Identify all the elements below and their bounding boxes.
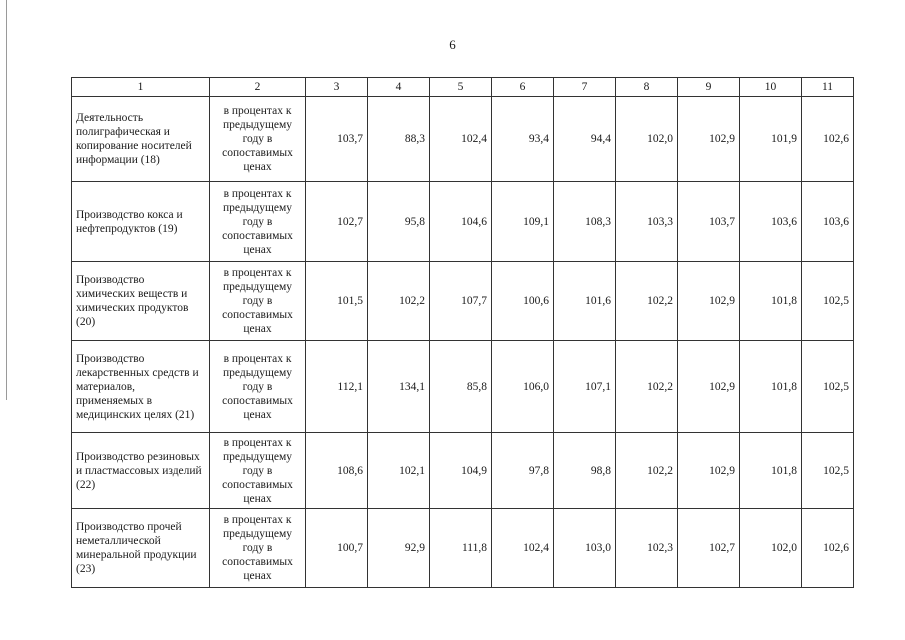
value-cell: 107,1 — [554, 341, 616, 433]
value-cell: 85,8 — [430, 341, 492, 433]
table-row — [72, 97, 854, 182]
value-cell: 111,8 — [430, 509, 492, 588]
unit-cell: в процентах к предыдущему году в сопоставимых ценах — [210, 341, 306, 433]
value-cell: 103,3 — [616, 182, 678, 262]
value-cell: 100,7 — [306, 509, 368, 588]
unit-cell: в процентах к предыдущему году в сопоставимых ценах — [210, 182, 306, 262]
value-cell: 100,6 — [492, 262, 554, 341]
indicator-name: Производство лекарственных средств и материалов, применяемых в медицинских целях (21) — [72, 341, 210, 433]
value-cell: 102,5 — [802, 341, 854, 433]
table-row — [72, 341, 854, 433]
value-cell: 103,7 — [678, 182, 740, 262]
value-cell: 101,5 — [306, 262, 368, 341]
value-cell: 88,3 — [368, 97, 430, 182]
value-cell: 101,8 — [740, 341, 802, 433]
column-number: 1 — [72, 78, 210, 97]
value-cell: 101,9 — [740, 97, 802, 182]
value-cell: 101,6 — [554, 262, 616, 341]
value-cell: 102,5 — [802, 262, 854, 341]
value-cell: 102,1 — [368, 433, 430, 509]
indicator-name: Производство резиновых и пластмассовых изделий (22) — [72, 433, 210, 509]
table-row — [72, 182, 854, 262]
indicator-name: Производство кокса и нефтепродуктов (19) — [72, 182, 210, 262]
value-cell: 95,8 — [368, 182, 430, 262]
value-cell: 102,7 — [678, 509, 740, 588]
value-cell: 102,0 — [616, 97, 678, 182]
value-cell: 106,0 — [492, 341, 554, 433]
value-cell: 102,9 — [678, 433, 740, 509]
indicator-name: Деятельность полиграфическая и копирование носителей информации (18) — [72, 97, 210, 182]
value-cell: 102,7 — [306, 182, 368, 262]
column-number: 4 — [368, 78, 430, 97]
value-cell: 92,9 — [368, 509, 430, 588]
value-cell: 101,8 — [740, 433, 802, 509]
column-number: 5 — [430, 78, 492, 97]
value-cell: 104,9 — [430, 433, 492, 509]
value-cell: 101,8 — [740, 262, 802, 341]
table-row — [72, 262, 854, 341]
value-cell: 102,9 — [678, 97, 740, 182]
value-cell: 108,3 — [554, 182, 616, 262]
unit-cell: в процентах к предыдущему году в сопоставимых ценах — [210, 433, 306, 509]
value-cell: 102,4 — [430, 97, 492, 182]
value-cell: 103,0 — [554, 509, 616, 588]
value-cell: 107,7 — [430, 262, 492, 341]
value-cell: 97,8 — [492, 433, 554, 509]
column-number: 9 — [678, 78, 740, 97]
value-cell: 102,2 — [616, 262, 678, 341]
column-number: 10 — [740, 78, 802, 97]
value-cell: 134,1 — [368, 341, 430, 433]
value-cell: 102,0 — [740, 509, 802, 588]
value-cell: 108,6 — [306, 433, 368, 509]
indicator-name: Производство химических веществ и химических продуктов (20) — [72, 262, 210, 341]
value-cell: 102,9 — [678, 341, 740, 433]
value-cell: 103,7 — [306, 97, 368, 182]
value-cell: 102,9 — [678, 262, 740, 341]
value-cell: 103,6 — [740, 182, 802, 262]
value-cell: 109,1 — [492, 182, 554, 262]
column-number-row — [72, 78, 854, 97]
indicators-table — [71, 77, 854, 588]
value-cell: 98,8 — [554, 433, 616, 509]
unit-cell: в процентах к предыдущему году в сопоставимых ценах — [210, 97, 306, 182]
value-cell: 103,6 — [802, 182, 854, 262]
value-cell: 102,6 — [802, 509, 854, 588]
column-number: 3 — [306, 78, 368, 97]
value-cell: 102,3 — [616, 509, 678, 588]
value-cell: 112,1 — [306, 341, 368, 433]
value-cell: 102,5 — [802, 433, 854, 509]
column-number: 7 — [554, 78, 616, 97]
table-row — [72, 509, 854, 588]
indicator-name: Производство прочей неметаллической минеральной продукции (23) — [72, 509, 210, 588]
value-cell: 93,4 — [492, 97, 554, 182]
unit-cell: в процентах к предыдущему году в сопоставимых ценах — [210, 509, 306, 588]
margin-line — [6, 0, 7, 400]
column-number: 11 — [802, 78, 854, 97]
unit-cell: в процентах к предыдущему году в сопоставимых ценах — [210, 262, 306, 341]
value-cell: 102,4 — [492, 509, 554, 588]
value-cell: 102,2 — [616, 341, 678, 433]
column-number: 8 — [616, 78, 678, 97]
value-cell: 102,2 — [368, 262, 430, 341]
page-number: 6 — [449, 37, 456, 52]
column-number: 6 — [492, 78, 554, 97]
value-cell: 94,4 — [554, 97, 616, 182]
value-cell: 102,2 — [616, 433, 678, 509]
column-number: 2 — [210, 78, 306, 97]
value-cell: 102,6 — [802, 97, 854, 182]
value-cell: 104,6 — [430, 182, 492, 262]
table-row — [72, 433, 854, 509]
